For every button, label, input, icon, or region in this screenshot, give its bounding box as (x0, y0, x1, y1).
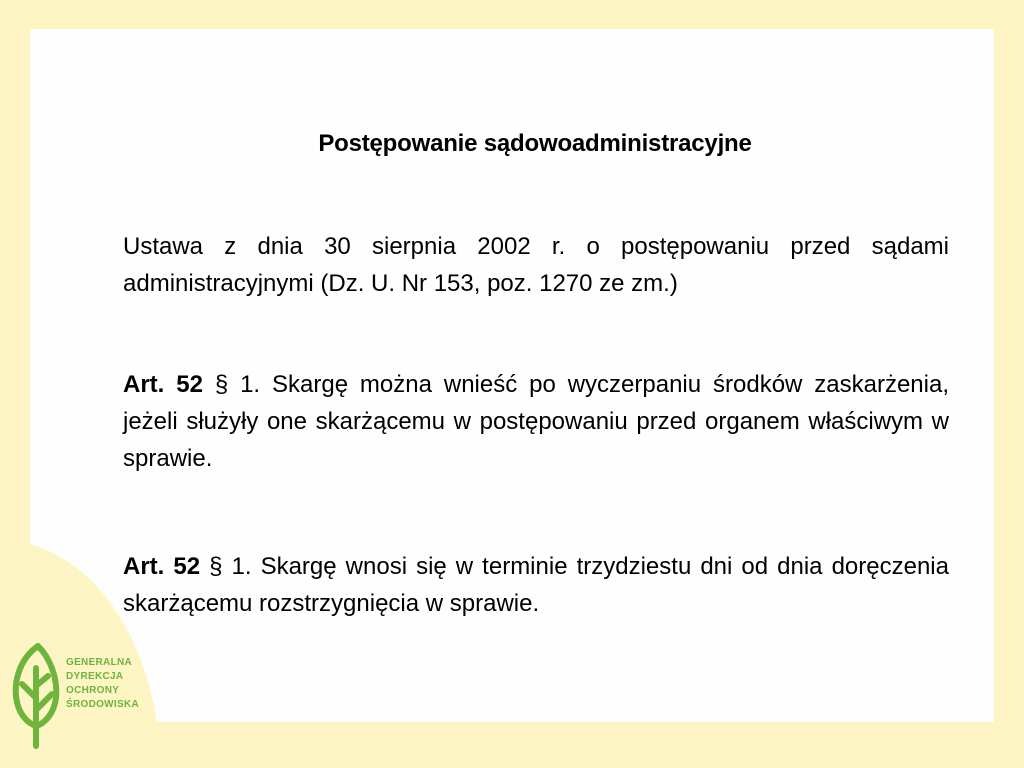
logo-line: OCHRONY (66, 685, 120, 696)
leaf-logo-icon (8, 638, 64, 750)
slide-title: Postępowanie sądowoadministracyjne (318, 130, 752, 157)
logo-line: DYREKCJA (66, 671, 124, 682)
paragraph-art52-a (123, 366, 949, 477)
logo-line: ŚRODOWISKA (66, 699, 139, 710)
article-label: Art. 52 (123, 553, 201, 580)
article-label: Art. 52 (123, 371, 203, 398)
logo-text (66, 656, 139, 712)
paragraph-art52-b (123, 548, 949, 622)
logo-line: GENERALNA (66, 657, 133, 668)
article-text: § 1. Skargę wnosi się w terminie trzydziestu dni od dnia doręczenia skarżącemu rozstrzygnięcia w sprawie. (123, 553, 949, 617)
article-text: § 1. Skargę można wnieść po wyczerpaniu środków zaskarżenia, jeżeli służyły one skarżącemu w postępowaniu przed organem właściwym w sprawie. (123, 371, 950, 472)
paragraph-statute: Ustawa z dnia 30 sierpnia 2002 r. o postępowaniu przed sądami administracyjnymi (Dz. U. Nr 153, poz. 1270 ze zm.) (123, 233, 949, 297)
